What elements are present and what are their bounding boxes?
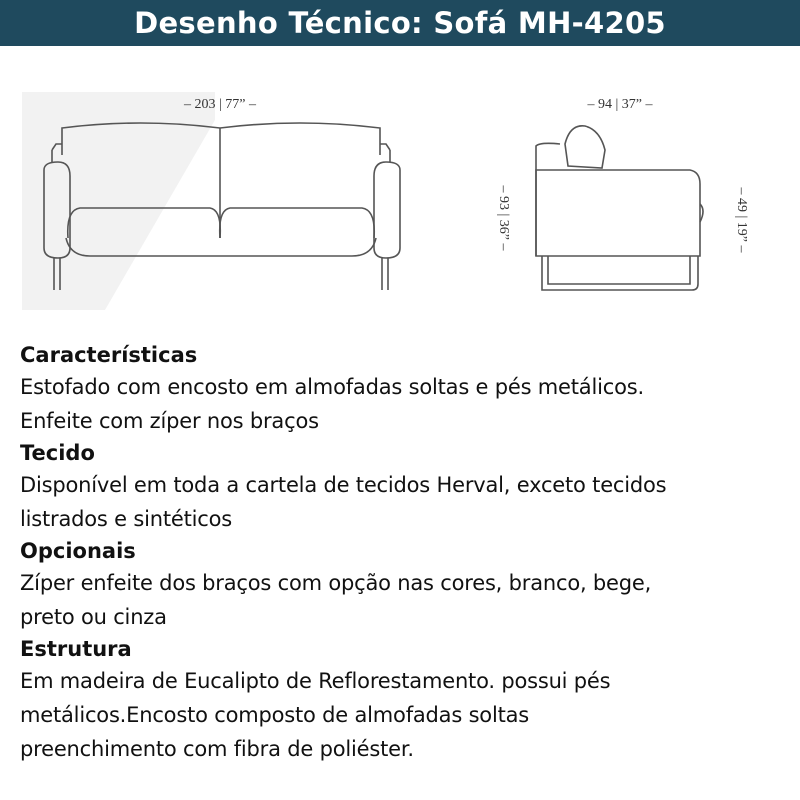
section-title: Estrutura [20,637,132,661]
height-label: – 93 | 36” – [496,185,511,251]
section-title: Tecido [20,441,95,465]
page-title: Desenho Técnico: Sofá MH-4205 [134,6,666,40]
section-title: Opcionais [20,539,136,563]
text-line: Disponível em toda a cartela de tecidos Herval, exceto tecidos [20,473,667,497]
section-opcionais [20,536,790,634]
section-estrutura [20,634,790,766]
sofa-side-view [536,126,703,290]
text-line: Em madeira de Eucalipto de Reflorestamento. possui pés [20,669,611,693]
section-text [20,664,790,766]
text-line: metálicos.Encosto composto de almofadas soltas [20,703,530,727]
section-tecido [20,438,790,536]
text-line: Enfeite com zíper nos braços [20,409,319,433]
technical-drawing [0,80,800,320]
section-caracteristicas [20,340,790,438]
text-line: Zíper enfeite dos braços com opção nas cores, branco, bege, [20,571,652,595]
text-line: listrados e sintéticos [20,507,232,531]
section-title: Características [20,343,198,367]
sofa-drawing-svg [0,80,800,320]
front-width-label: – 203 | 77” – [183,97,257,112]
section-text [20,566,790,634]
side-depth-label: – 94 | 37” – [587,97,653,112]
title-bar [0,0,800,46]
text-line: Estofado com encosto em almofadas soltas e pés metálicos. [20,375,644,399]
specifications [20,340,790,766]
section-text [20,370,790,438]
text-line: preenchimento com fibra de poliéster. [20,737,414,761]
seat-height-label: – 49 | 19” – [734,187,749,253]
text-line: preto ou cinza [20,605,167,629]
section-text [20,468,790,536]
